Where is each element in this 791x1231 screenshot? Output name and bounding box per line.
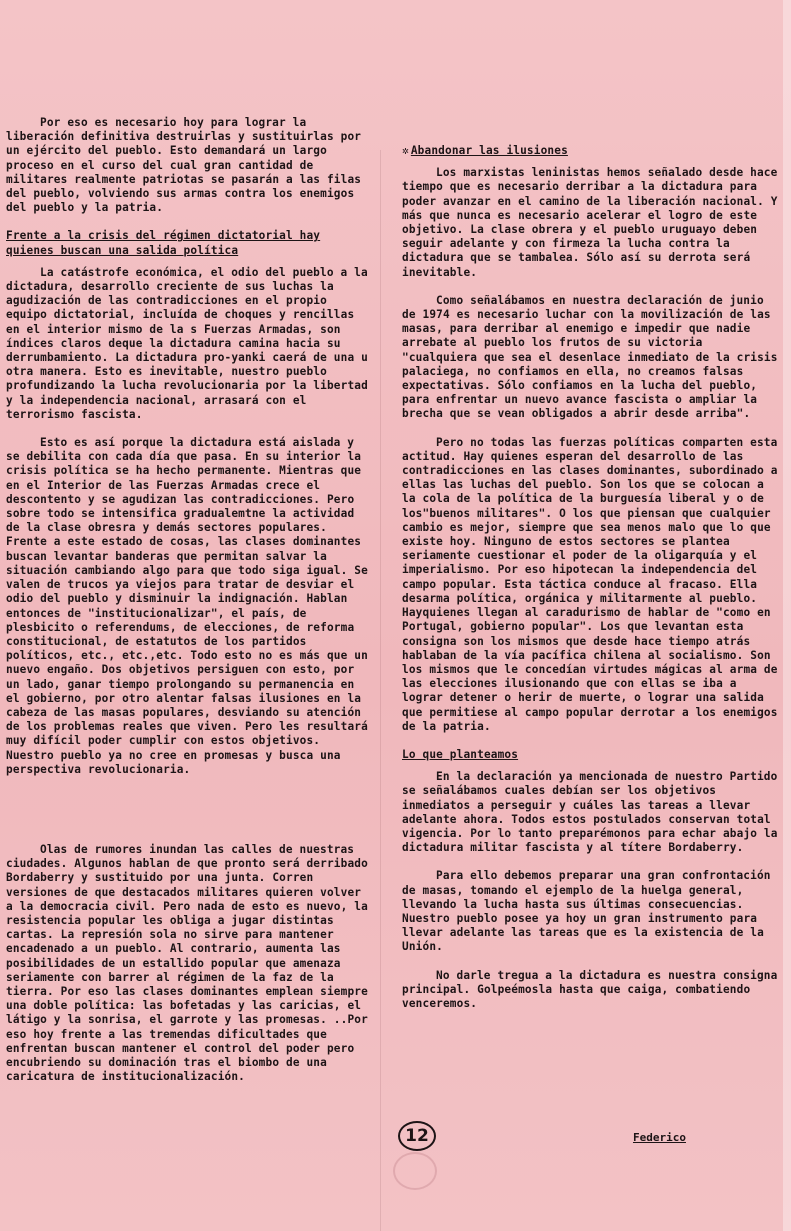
paragraph: Pero no todas las fuerzas políticas comparten esta actitud. Hay quienes esperan del desarrollo de las contradicciones en las clases dominantes, subordinado a ellas las luchas del pueblo. Son los que se colocan a la cola de la política de la burguesía liberal y o de los"buenos militares". O los que piensan que cualquier cambio es mejor, siempre que sea menos malo que lo que existe hoy. Ninguno de estos sectores se plantea seriamente cuestionar el poder de la oligarquía y el imperialismo. Por eso hipotecan la independencia del campo popular. Esta táctica conduce al fracaso. Ella desarma política, orgánica y militarmente al pueblo. Hayquienes llegan al caradurismo de hablar de "como en Portugal, gobierno popular". Los que levantan esta consigna son los mismos que desde hace tiempo atrás hablaban de la vía pacífica chilena al socialismo. Son los mismos que le concedían virtudes mágicas al arma de las elecciones ilusionando que con ellas se iba a lograr detener o herir de muerte, o lograr una salida que permitiese al campo popular derrotar a los enemigos de la patria. — [402, 435, 778, 733]
paragraph: En la declaración ya mencionada de nuestro Partido se señalábamos cuales debían ser los objetivos inmediatos a perseguir y cuáles las tareas a llevar adelante ahora. Todos estos postulados conservan total vigencia. Por lo tanto preparémonos para echar abajo la dictadura militar fascista y al títere Bordaberry. — [402, 770, 778, 855]
paragraph: Esto es así porque la dictadura está aislada y se debilita con cada día que pasa. En su interior la crisis política se ha hecho permanente. Mientras que en el Interior de las Fuerzas Armadas crece el descontento y se agudizan las contradicciones. Pero sobre todo se intensifica gradualemtne la actividad de la clase obresra y demás sectores populares. Frente a este estado de cosas, las clases dominantes buscan levantar banderas que permitan salvar la situación cambiando algo para que todo siga igual. Se valen de trucos ya viejos para tratar de desviar el odio del pueblo y disminuir la indignación. Hablan entonces de "institucionalizar", el país, de plesbicito o referendums, de elecciones, de reforma constitucional, de estatutos de los partidos políticos, etc., etc.,etc. Todo esto no es más que un nuevo engaño. Dos objetivos persiguen con esto, por un lado, ganar tiempo prolongando su permanencia en el gobierno, por otro alentar falsas ilusiones en la cabeza de las masas populares, desviando su atención de los problemas reales que viven. Pero les resultará muy difícil poder cumplir con estos objetivos. Nuestro pueblo ya no cree en promesas y busca una perspectiva revolucionaria. — [6, 436, 368, 776]
paper-fold-line — [380, 150, 381, 1231]
section-heading-ilusiones — [402, 144, 784, 158]
section-heading-planteamos: Lo que planteamos — [402, 747, 519, 761]
section-heading-label: Abandonar las ilusiones — [410, 144, 568, 157]
paragraph: La catástrofe económica, el odio del pueblo a la dictadura, desarrollo creciente de sus luchas la agudización de las contradicciones en el propio equipo dictatorial, incluída de choques y rencillas en el interior mismo de la s Fuerzas Armadas, son índices claros deque la dictadura camina hacia su derrumbamiento. La dictadura pro-yanki caerá de una u otra manera. Esto es inevitable, nuestro pueblo profundizando la lucha revolucionaria por la libertad y la independencia nacional, arrasará con el terrorismo fascista. — [6, 265, 368, 421]
page-number: 12 — [398, 1121, 436, 1151]
paragraph: Como señalábamos en nuestra declaración de junio de 1974 es necesario luchar con la movilización de las masas, para derribar al enemigo e impedir que nadie arrebate al pueblo los frutos de su victoria "cualquiera que sea el desenlace inmediato de la crisis palaciega, no confiamos en ella, no creamos falsas expectativas. Sólo confiamos en la lucha del pueblo, para enfrentar un nuevo avance fascista o ampliar la brecha que se vean obligados a abrir desde arriba". — [402, 293, 778, 421]
section-heading-crisis: Frente a la crisis del régimen dictatorial hay quienes buscan una salida política — [6, 229, 321, 257]
paragraph: No darle tregua a la dictadura es nuestra consigna principal. Golpeémosla hasta que caiga, combatiendo venceremos. — [402, 968, 778, 1010]
right-column — [402, 144, 784, 1025]
paper-edge — [783, 0, 791, 1231]
paragraph: Olas de rumores inundan las calles de nuestras ciudades. Algunos hablan de que pronto será derribado Bordaberry y sustituido por una junta. Corren versiones de que destacados militares quieren volver a la democracia civil. Pero nada de esto es nuevo, la resistencia popular les obliga a jugar distintas cartas. La represión sola no sirve para mantener encadenado a un pueblo. Al contrario, aumenta las posibilidades de un estallido popular que amenaza seriamente con barrer al régimen de la faz de la tierra. Por eso las clases dominantes emplean siempre una doble política: las bofetadas y las caricias, el látigo y la sonrisa, el garrote y las promesas. ..Por eso hoy frente a las tremendas dificultades que enfrentan buscan mantener el control del poder pero encubriendo su dominación tras el biombo de una caricatura de institucionalización. — [6, 842, 368, 1084]
left-column — [6, 116, 368, 1098]
paragraph: Para ello debemos preparar una gran confrontación de masas, tomando el ejemplo de la huelga general, llevando la lucha hasta sus últimas consecuencias. Nuestro pueblo posee ya hoy un gran instrumento para llevar adelante las tareas que es la existencia de la Unión. — [402, 869, 771, 954]
paragraph: Los marxistas leninistas hemos señalado desde hace tiempo que es necesario derribar a la dictadura para poder avanzar en el camino de la liberación nacional. Y más que nunca es necesario acelerar el logro de este objetivo. La clase obrera y el pueblo uruguayo deben seguir adelante y con firmeza la lucha contra la dictadura que se tambalea. Sólo así su derrota será inevitable. — [402, 166, 778, 279]
asterisk-icon: ✲ — [402, 144, 409, 157]
page-number-bleed-mark — [393, 1152, 437, 1190]
intro-paragraph: Por eso es necesario hoy para lograr la liberación definitiva destruirlas y sustituirlas por un ejército del pueblo. Esto demandará un largo proceso en el curso del cual gran cantidad de militares realmente patriotas se pasarán a las filas del pueblo, volviendo sus armas contra los enemigos del pueblo y la patria. — [6, 116, 362, 215]
signature: Federico — [633, 1131, 686, 1144]
